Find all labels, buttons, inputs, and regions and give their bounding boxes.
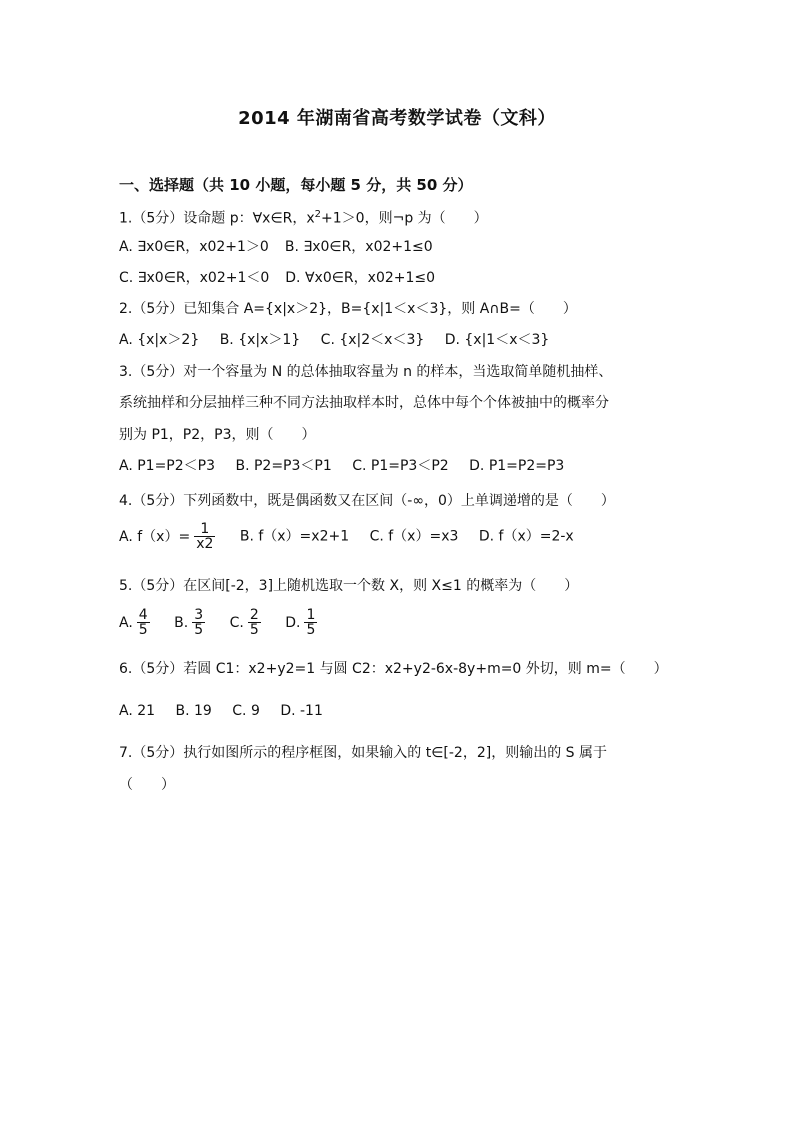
option-c[interactable]: C. {x|2＜x＜3} (320, 332, 425, 348)
option-c[interactable]: C. P1=P3＜P2 (352, 458, 449, 474)
question-1-stem: 1.（5分）设命题 p：∀x∈R，$x^2+1>0$，则¬p 为（ ） (119, 209, 488, 227)
question-5-stem: 5.（5分）在区间[-2，3]上随机选取一个数 X，则 X≤1 的概率为（ ） (119, 578, 579, 594)
option-d[interactable]: D. $\frac{1}{5}$ (285, 607, 316, 638)
option-d[interactable]: D. ∀x0∈R，x02+1≤0 (285, 270, 436, 286)
question-6-stem: 6.（5分）若圆 C1：x2+y2=1 与圆 C2：x2+y2-6x-8y+m=0 外切，则 m=（ ） (119, 661, 668, 677)
question-1-options-cd (119, 268, 435, 288)
question-3-stem-line-3: 别为 P1，P2，P3，则（ ） (119, 427, 316, 443)
option-c[interactable]: C. ∃x0∈R，x02+1＜0 (119, 270, 270, 286)
question-1-options-ab (119, 237, 433, 257)
question-2-options (119, 330, 549, 350)
option-a[interactable]: A. $\frac{4}{5}$ (119, 607, 148, 638)
option-b[interactable]: B. ∃x0∈R，x02+1≤0 (284, 239, 433, 255)
question-2-stem: 2.（5分）已知集合 A={x|x＞2}，B={x|1＜x＜3}，则 A∩B=（ ） (119, 301, 577, 317)
option-a[interactable]: A. {x|x＞2} (119, 332, 200, 348)
option-c[interactable]: C. $\frac{2}{5}$ (229, 607, 259, 638)
question-5-options (119, 608, 321, 637)
option-d[interactable]: D. f（x）=2-x (478, 528, 574, 545)
question-3-options (119, 456, 564, 476)
page-title: 2014 年湖南省高考数学试卷（文科） (238, 108, 556, 129)
option-b[interactable]: B. f（x）=x2+1 (239, 528, 350, 545)
section-heading: 一、选择题（共 10 小题，每小题 5 分，共 50 分） (119, 176, 473, 194)
option-b[interactable]: B. P2=P3＜P1 (235, 458, 332, 474)
option-a[interactable]: A. ∃x0∈R，x02+1＞0 (119, 239, 269, 255)
option-d[interactable]: D. -11 (280, 703, 323, 719)
fraction: $\frac{3}{5}$ (194, 607, 204, 638)
fraction: $\frac{1}{5}$ (306, 607, 316, 638)
option-a[interactable]: A. P1=P2＜P3 (119, 458, 216, 474)
question-3-stem-line-1: 3.（5分）对一个容量为 N 的总体抽取容量为 n 的样本，当选取简单随机抽样、 (119, 364, 613, 380)
question-7-stem-line-1: 7.（5分）执行如图所示的程序框图，如果输入的 t∈[-2，2]，则输出的 S 属于 (119, 745, 607, 761)
option-c[interactable]: C. f（x）=x3 (369, 528, 459, 545)
question-7-stem-line-2: （ ） (119, 777, 175, 793)
question-4-stem: 4.（5分）下列函数中，既是偶函数又在区间（-∞，0）上单调递增的是（ ） (119, 493, 615, 509)
option-b[interactable]: B. $\frac{3}{5}$ (174, 607, 204, 638)
fraction: $\frac{2}{5}$ (249, 607, 259, 638)
option-d[interactable]: D. P1=P2=P3 (469, 458, 565, 474)
option-a[interactable]: A. 21 (119, 703, 156, 719)
question-6-options (119, 701, 323, 721)
option-d[interactable]: D. {x|1＜x＜3} (444, 332, 550, 348)
option-b[interactable]: B. 19 (175, 703, 212, 719)
option-b[interactable]: B. {x|x＞1} (219, 332, 301, 348)
option-c[interactable]: C. 9 (232, 703, 260, 719)
question-3-stem-line-2: 系统抽样和分层抽样三种不同方法抽取样本时，总体中每个个体被抽中的概率分 (119, 395, 609, 411)
option-a[interactable]: A. f（x）= $\frac{1}{x2}$ (119, 521, 214, 552)
question-4-options (119, 522, 574, 551)
fraction: $\frac{4}{5}$ (138, 607, 148, 638)
fraction: $\frac{1}{x2}$ (196, 521, 214, 552)
